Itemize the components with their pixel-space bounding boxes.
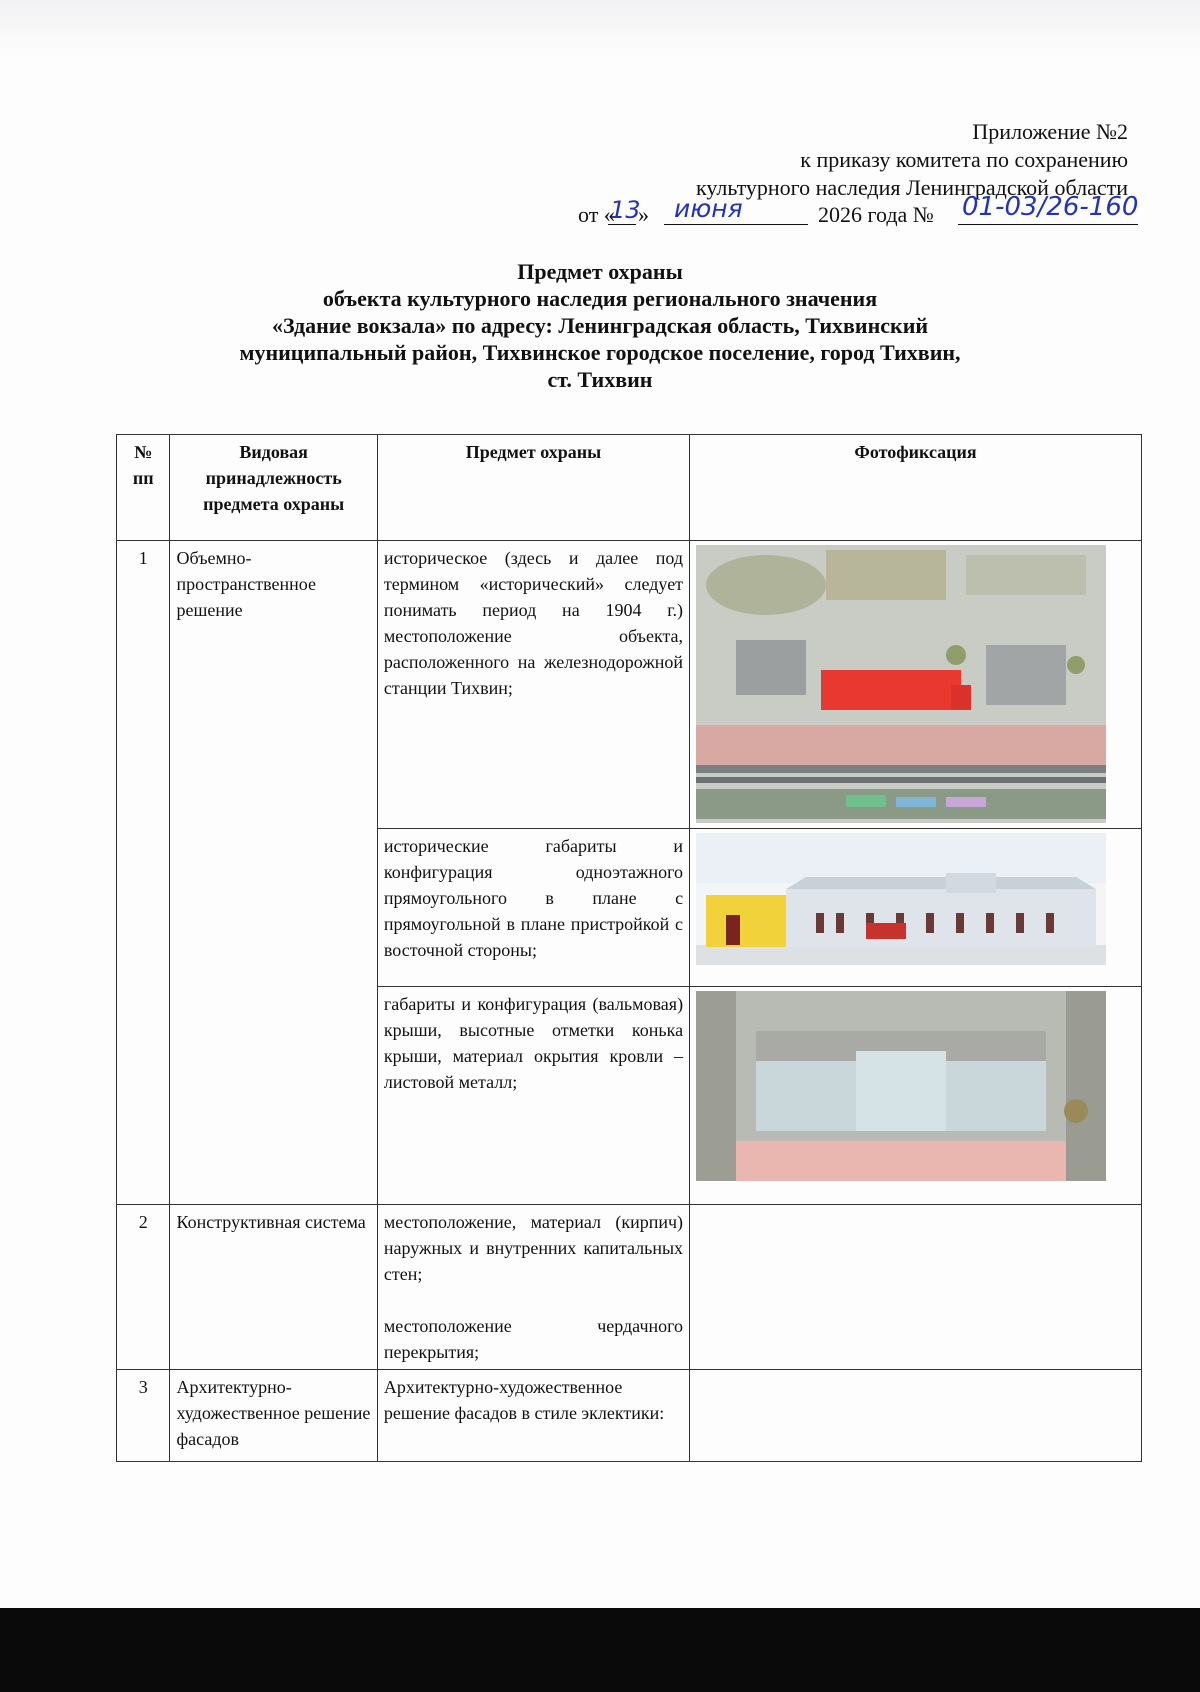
table-row (117, 541, 1142, 829)
header-type: Видовая принадлежность предмета охраны (170, 435, 377, 541)
row-2-type: Конструктивная система (170, 1205, 377, 1370)
row-3-type: Архитектурно-художественное решение фасадов (170, 1370, 377, 1462)
document-title (100, 258, 1100, 393)
order-prefix: от « (578, 202, 615, 227)
order-date-line (578, 192, 1158, 230)
row-2-text-1: местоположение, материал (кирпич) наружных и внутренних капитальных стен; (383, 1212, 684, 1284)
header-photo: Фотофиксация (690, 435, 1142, 541)
row-1-type: Объемно-пространственное решение (170, 541, 377, 1205)
row-2-subject (377, 1205, 689, 1370)
row-1-photo-1 (690, 541, 1142, 829)
order-day-handwritten: 13 (610, 196, 641, 224)
title-line-4: муниципальный район, Тихвинское городское поселение, город Тихвин, (239, 340, 961, 365)
row-3-subject: Архитектурно-художественное решение фасадов в стиле эклектики: (377, 1370, 689, 1462)
appendix-line-3: культурного наследия Ленинградской области (696, 175, 1128, 200)
header-num: № пп (117, 435, 170, 541)
table-row (117, 1370, 1142, 1462)
row-1-num: 1 (117, 541, 170, 1205)
row-1-photo-3 (690, 987, 1142, 1205)
aerial-photo-station (696, 545, 1106, 823)
row-1-item-2: исторические габариты и конфигурация одноэтажного прямоугольного в плане с прямоугольной в плане пристройкой с восточной стороны; (377, 829, 689, 987)
row-3-num: 3 (117, 1370, 170, 1462)
order-number-handwritten: 01-03/26-160 (962, 192, 1139, 222)
header-subject: Предмет охраны (377, 435, 689, 541)
row-3-photo (690, 1370, 1142, 1462)
order-year: 2026 года № (818, 202, 934, 227)
order-month-handwritten: июня (674, 194, 743, 223)
row-2-photo (690, 1205, 1142, 1370)
table-header-row (117, 435, 1142, 541)
appendix-line-2: к приказу комитета по сохранению (800, 147, 1128, 172)
protection-table (116, 434, 1142, 1462)
table-row (117, 1205, 1142, 1370)
appendix-line-1: Приложение №2 (972, 119, 1128, 144)
order-quote-close: » (638, 202, 649, 227)
appendix-header (696, 118, 1128, 202)
scan-shade (0, 0, 1200, 60)
roof-photo-station (696, 991, 1106, 1181)
facade-photo-station (696, 833, 1106, 965)
title-line-1: Предмет охраны (517, 259, 683, 284)
row-1-item-3: габариты и конфигурация (вальмовая) крыши, высотные отметки конька крыши, материал окрытия кровли – листовой металл; (377, 987, 689, 1205)
row-2-num: 2 (117, 1205, 170, 1370)
row-1-photo-2 (690, 829, 1142, 987)
scan-bottom-edge (0, 1608, 1200, 1692)
row-1-item-1: историческое (здесь и далее под термином «исторический» следует понимать период на 1904 г.) местоположение объекта, расположенного на железнодорожной станции Тихвин; (377, 541, 689, 829)
title-line-2: объекта культурного наследия регионального значения (322, 286, 878, 311)
row-2-text-2: местоположение чердачного перекрытия; (383, 1316, 684, 1362)
title-line-3: «Здание вокзала» по адресу: Ленинградская область, Тихвинский (271, 313, 929, 338)
title-line-5: ст. Тихвин (547, 367, 653, 392)
